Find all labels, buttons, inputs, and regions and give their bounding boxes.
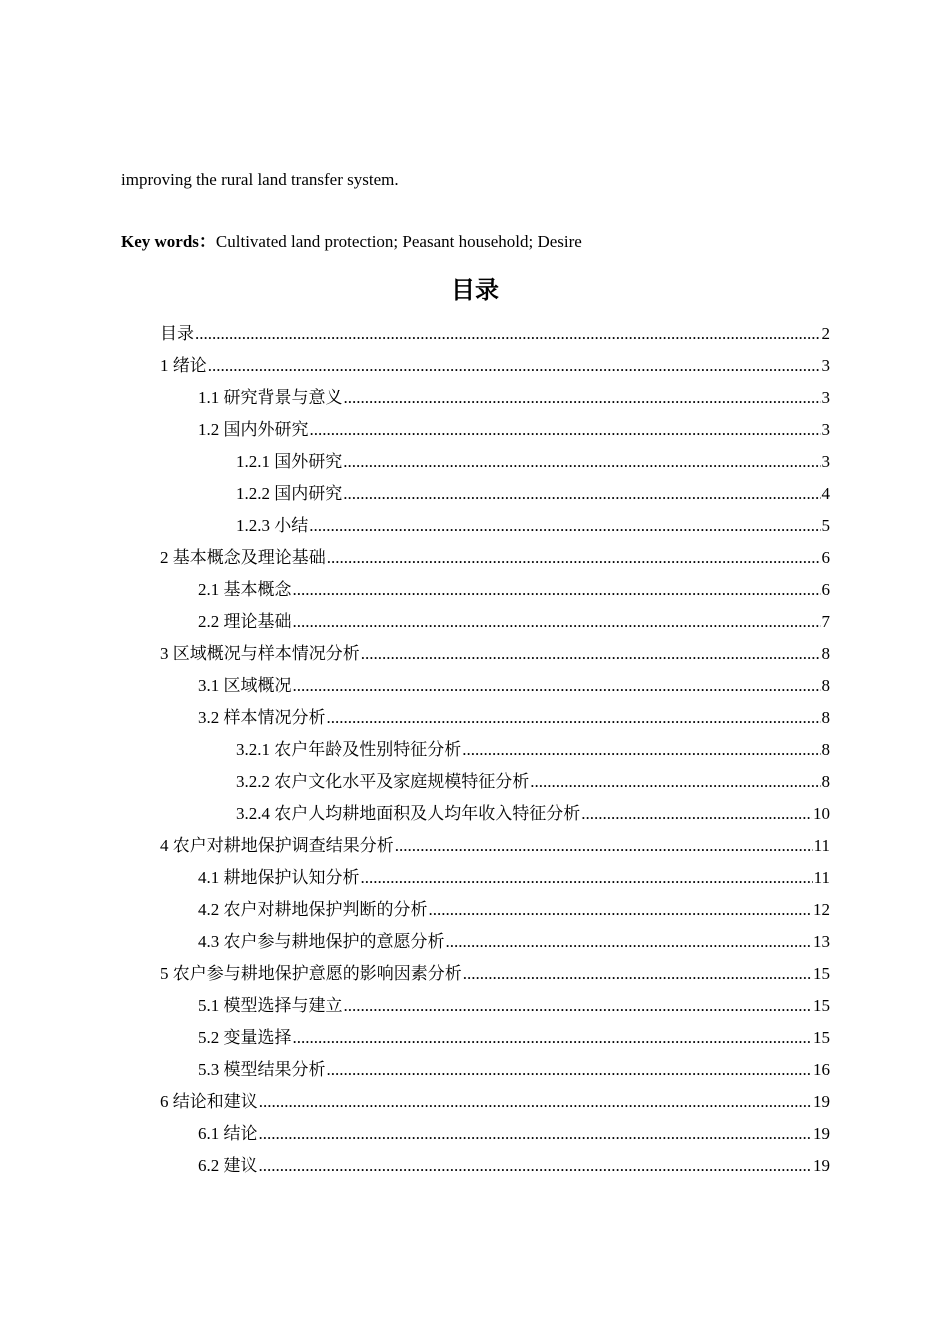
- toc-entry-title: 4.2 农户对耕地保护判断的分析: [198, 900, 428, 919]
- toc-dot-leader: [293, 1027, 813, 1049]
- toc-entry[interactable]: [0, 1118, 830, 1150]
- toc-entry-title: 6.2 建议: [198, 1156, 258, 1175]
- toc-entry-page-number: 19: [813, 1092, 830, 1111]
- toc-entry-page-number: 16: [813, 1060, 830, 1079]
- toc-dot-leader: [462, 739, 820, 761]
- toc-entry-page-number: 3: [821, 356, 830, 375]
- toc-dot-leader: [361, 867, 813, 889]
- toc-entry-title: 5.3 模型结果分析: [198, 1060, 326, 1079]
- toc-entry-page-number: 15: [813, 1028, 830, 1047]
- toc-entry-title: 5 农户参与耕地保护意愿的影响因素分析: [160, 964, 462, 983]
- toc-dot-leader: [327, 707, 821, 729]
- toc-entry-title: 3.1 区域概况: [198, 676, 292, 695]
- toc-entry-title: 1.2.1 国外研究: [236, 452, 343, 471]
- toc-entry[interactable]: [0, 766, 830, 798]
- toc-entry-page-number: 13: [813, 932, 830, 951]
- keywords-line: [121, 231, 582, 253]
- toc-dot-leader: [429, 899, 813, 921]
- toc-entry[interactable]: [0, 350, 830, 382]
- toc-entry[interactable]: [0, 670, 830, 702]
- toc-dot-leader: [344, 995, 813, 1017]
- toc-dot-leader: [259, 1091, 812, 1113]
- toc-dot-leader: [463, 963, 812, 985]
- toc-entry[interactable]: [0, 990, 830, 1022]
- toc-entry-title: 6 结论和建议: [160, 1092, 258, 1111]
- toc-entry-title: 2.2 理论基础: [198, 612, 292, 631]
- toc-entry-page-number: 2: [821, 324, 830, 343]
- toc-dot-leader: [446, 931, 813, 953]
- toc-entry-title: 1.2.3 小结: [236, 516, 309, 535]
- toc-entry-title: 1.2.2 国内研究: [236, 484, 343, 503]
- toc-entry[interactable]: [0, 446, 830, 478]
- toc-entry-title: 6.1 结论: [198, 1124, 258, 1143]
- toc-entry-page-number: 3: [821, 452, 830, 471]
- toc-entry-page-number: 11: [813, 836, 830, 855]
- toc-entry-page-number: 19: [813, 1156, 830, 1175]
- toc-entry-title: 5.2 变量选择: [198, 1028, 292, 1047]
- toc-entry[interactable]: [0, 958, 830, 990]
- toc-entry[interactable]: [0, 1054, 830, 1086]
- toc-entry[interactable]: [0, 638, 830, 670]
- toc-entry[interactable]: [0, 414, 830, 446]
- toc-entry[interactable]: [0, 574, 830, 606]
- toc-entry-title: 2.1 基本概念: [198, 580, 292, 599]
- toc-entry[interactable]: [0, 926, 830, 958]
- toc-dot-leader: [310, 419, 821, 441]
- toc-entry[interactable]: [0, 862, 830, 894]
- toc-entry-title: 4.1 耕地保护认知分析: [198, 868, 360, 887]
- toc-entry[interactable]: [0, 830, 830, 862]
- toc-entry-title: 1.1 研究背景与意义: [198, 388, 343, 407]
- toc-entry-page-number: 8: [821, 644, 830, 663]
- toc-entry[interactable]: [0, 1022, 830, 1054]
- toc-entry-title: 3.2.1 农户年龄及性别特征分析: [236, 740, 462, 759]
- toc-dot-leader: [195, 323, 821, 345]
- toc-dot-leader: [343, 483, 820, 505]
- toc-entry-title: 1.2 国内外研究: [198, 420, 309, 439]
- toc-entry[interactable]: [0, 542, 830, 574]
- toc-entry-page-number: 11: [813, 868, 830, 887]
- toc-entry-page-number: 6: [821, 580, 830, 599]
- toc-entry-page-number: 3: [821, 420, 830, 439]
- toc-dot-leader: [208, 355, 821, 377]
- toc-entry-page-number: 19: [813, 1124, 830, 1143]
- toc-dot-leader: [344, 387, 821, 409]
- toc-entry-page-number: 5: [821, 516, 830, 535]
- toc-entry[interactable]: [0, 1086, 830, 1118]
- toc-dot-leader: [327, 547, 821, 569]
- toc-entry[interactable]: [0, 798, 830, 830]
- toc-entry[interactable]: [0, 1150, 830, 1182]
- toc-dot-leader: [395, 835, 813, 857]
- toc-entry-title: 5.1 模型选择与建立: [198, 996, 343, 1015]
- toc-entry-page-number: 8: [821, 740, 830, 759]
- toc-entry-page-number: 15: [813, 996, 830, 1015]
- toc-entry[interactable]: [0, 478, 830, 510]
- toc-entry-page-number: 10: [813, 804, 830, 823]
- toc-entry-page-number: 12: [813, 900, 830, 919]
- toc-entry[interactable]: [0, 702, 830, 734]
- keywords-text: Cultivated land protection; Peasant household; Desire: [215, 232, 582, 251]
- toc-dot-leader: [530, 771, 820, 793]
- toc-dot-leader: [309, 515, 820, 537]
- abstract-closing-line: improving the rural land transfer system.: [121, 170, 399, 189]
- table-of-contents: [0, 318, 950, 1182]
- keywords-label: Key words：: [121, 232, 216, 251]
- toc-entry[interactable]: [0, 894, 830, 926]
- toc-dot-leader: [361, 643, 821, 665]
- toc-entry[interactable]: [0, 382, 830, 414]
- toc-entry-page-number: 3: [821, 388, 830, 407]
- toc-entry-page-number: 8: [821, 772, 830, 791]
- toc-dot-leader: [293, 675, 821, 697]
- toc-dot-leader: [293, 579, 821, 601]
- toc-entry-title: 2 基本概念及理论基础: [160, 548, 326, 567]
- toc-dot-leader: [259, 1123, 813, 1145]
- toc-entry-title: 3.2.2 农户文化水平及家庭规模特征分析: [236, 772, 530, 791]
- toc-entry[interactable]: [0, 318, 830, 350]
- toc-entry[interactable]: [0, 510, 830, 542]
- toc-entry-page-number: 15: [813, 964, 830, 983]
- toc-entry-page-number: 6: [821, 548, 830, 567]
- toc-dot-leader: [293, 611, 821, 633]
- toc-entry-title: 4.3 农户参与耕地保护的意愿分析: [198, 932, 445, 951]
- toc-entry[interactable]: [0, 734, 830, 766]
- toc-entry[interactable]: [0, 606, 830, 638]
- toc-dot-leader: [343, 451, 820, 473]
- toc-dot-leader: [581, 803, 812, 825]
- toc-dot-leader: [259, 1155, 813, 1177]
- toc-entry-title: 4 农户对耕地保护调查结果分析: [160, 836, 394, 855]
- toc-dot-leader: [327, 1059, 813, 1081]
- toc-entry-title: 3.2 样本情况分析: [198, 708, 326, 727]
- toc-entry-title: 目录: [160, 324, 194, 343]
- toc-entry-page-number: 7: [821, 612, 830, 631]
- toc-entry-page-number: 4: [821, 484, 830, 503]
- toc-title: 目录: [451, 276, 499, 304]
- toc-entry-page-number: 8: [821, 708, 830, 727]
- toc-entry-title: 1 绪论: [160, 356, 207, 375]
- toc-entry-title: 3 区域概况与样本情况分析: [160, 644, 360, 663]
- toc-entry-page-number: 8: [821, 676, 830, 695]
- toc-entry-title: 3.2.4 农户人均耕地面积及人均年收入特征分析: [236, 804, 581, 823]
